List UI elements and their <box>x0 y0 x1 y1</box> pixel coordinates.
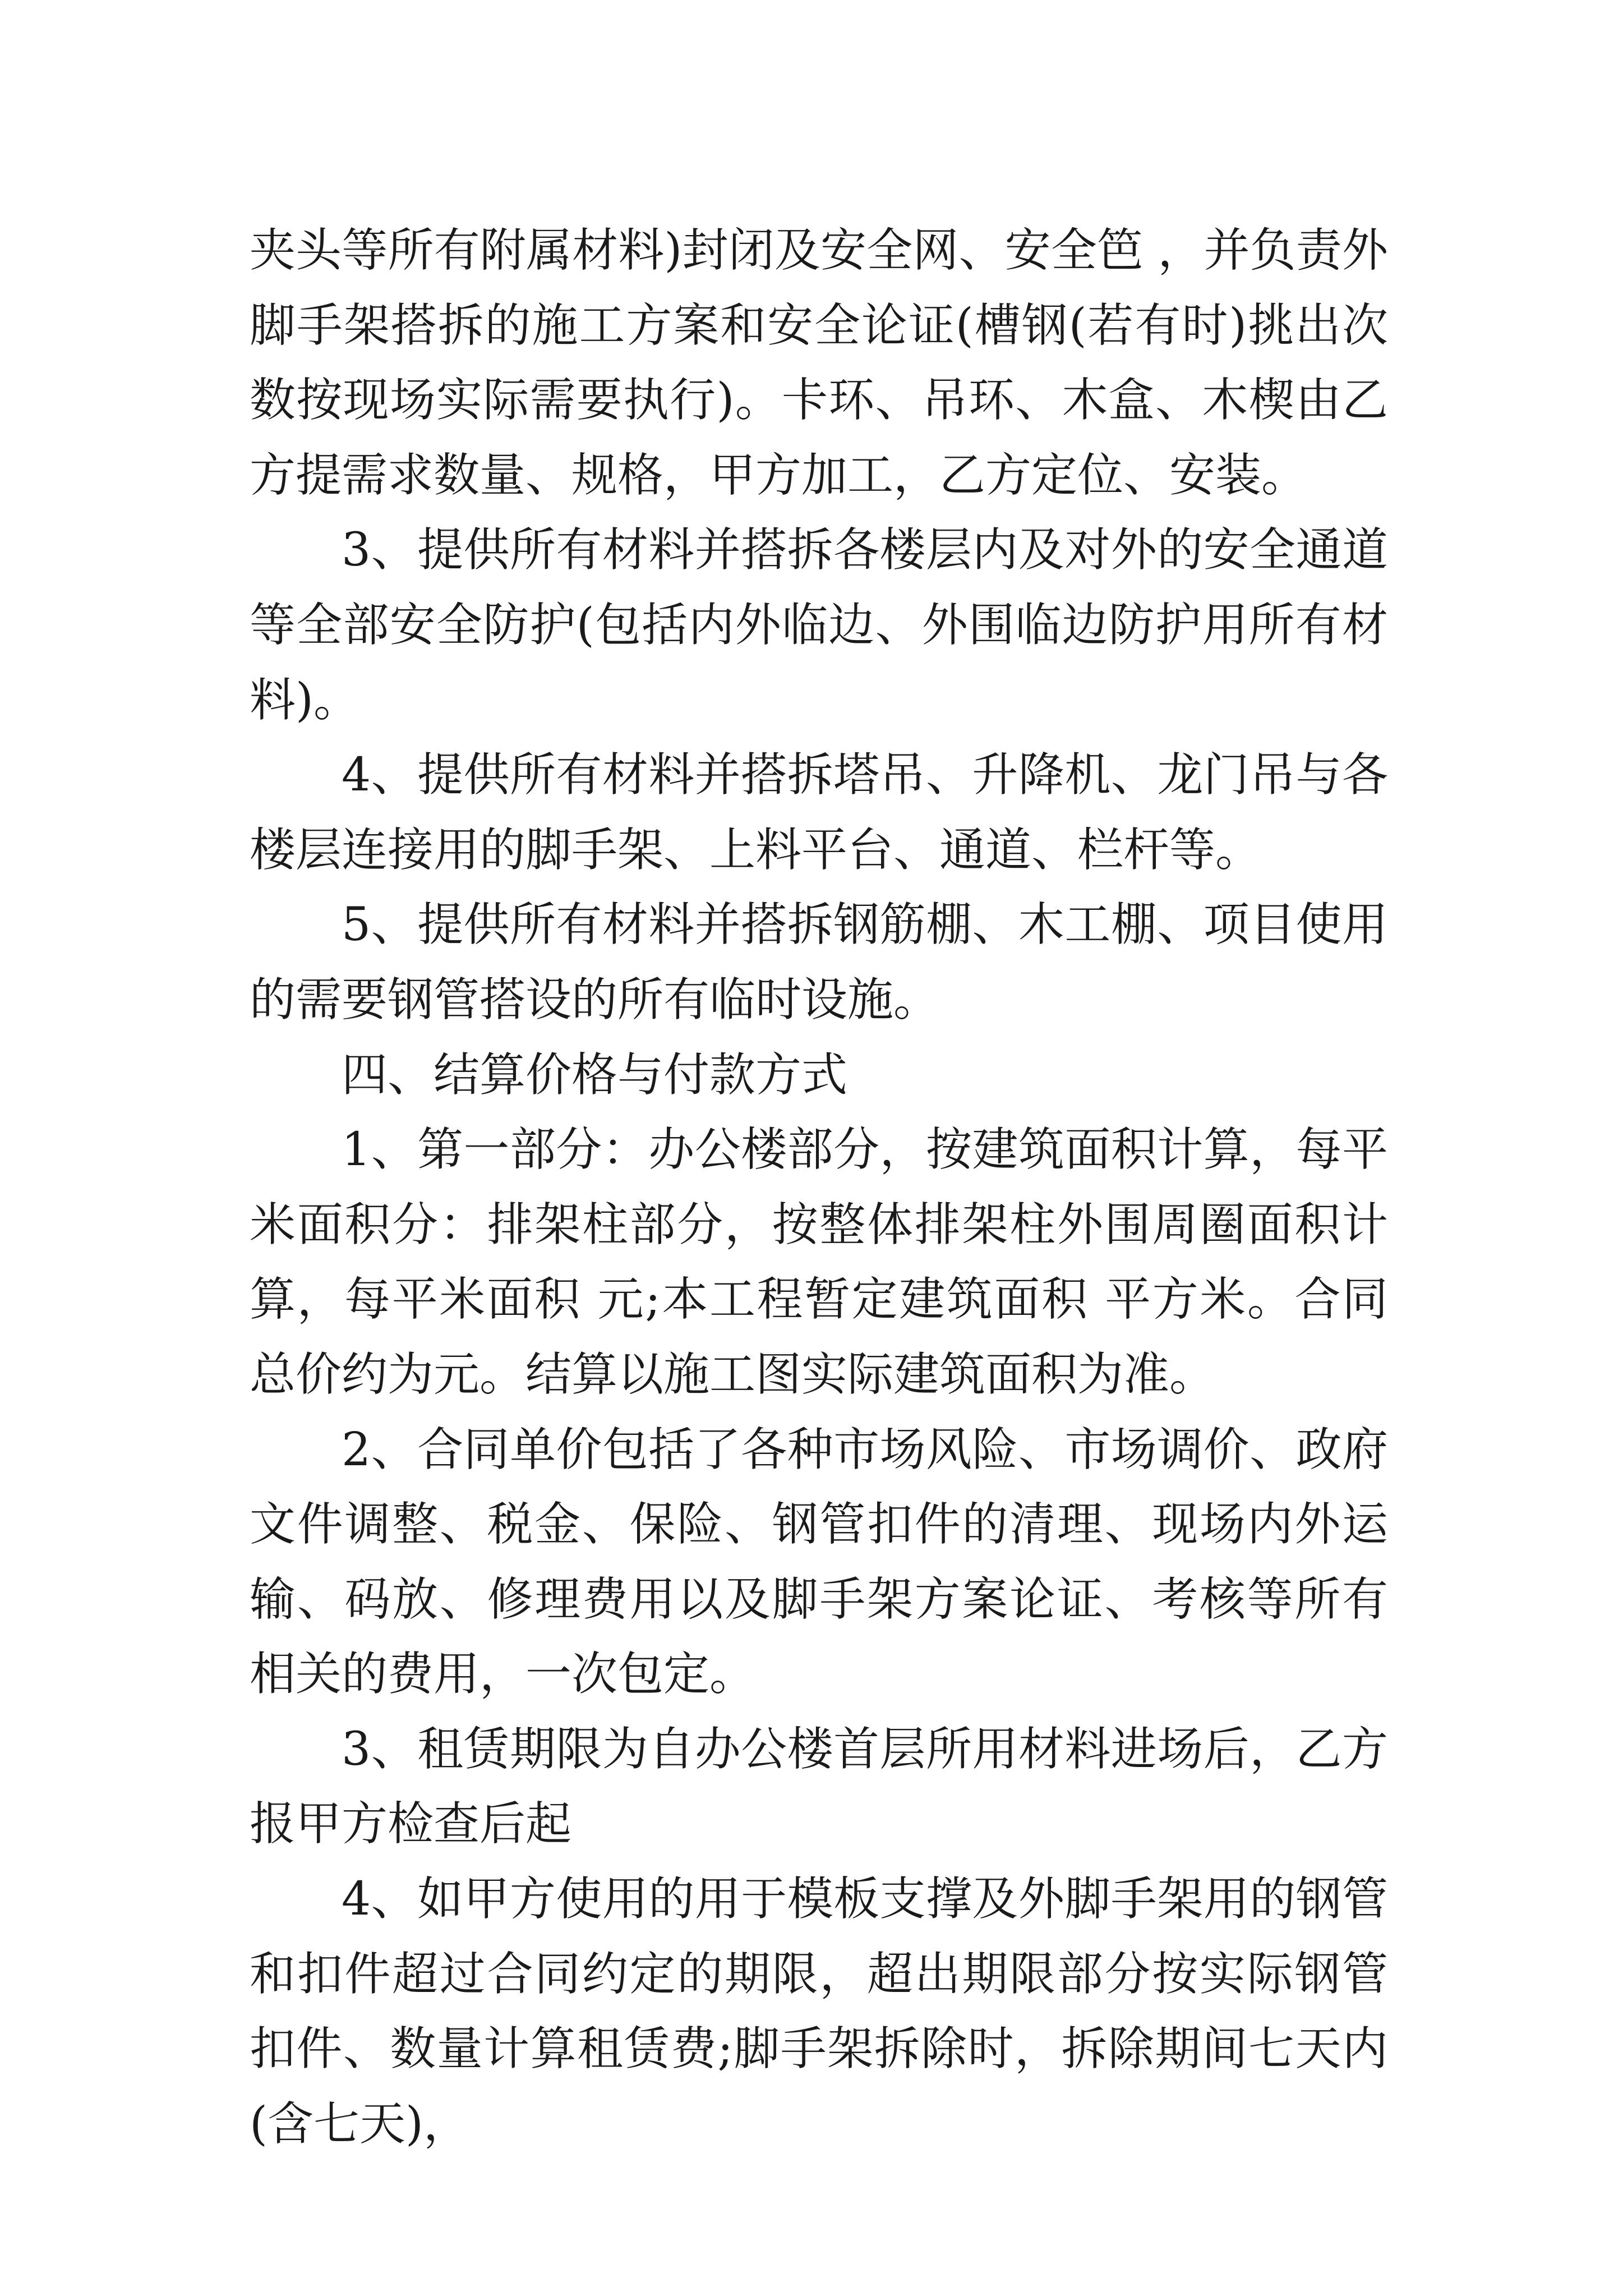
paragraph-clause-3-safety: 3、提供所有材料并搭拆各楼层内及对外的安全通道等全部安全防护(包括内外临边、外围临边防护用所有材料)。 <box>250 523 1388 727</box>
paragraph-continuation: 夹头等所有附属材料)封闭及安全网、安全笆 ，并负责外脚手架搭拆的施工方案和安全论证(槽钢(若有时)挑出次数按现场实际需要执行)。卡环、吊环、木盒、木楔由乙方提需求数量、规格，甲方加工，乙方定位、安装。 <box>250 224 1388 502</box>
paragraph-clause-3-lease-term: 3、租赁期限为自办公楼首层所用材料进场后，乙方报甲方检查后起 <box>250 1722 1388 1851</box>
paragraph-clause-1-pricing: 1、第一部分：办公楼部分，按建筑面积计算，每平米面积分：排架柱部分，按整体排架柱外围周圈面积计算，每平米面积 元;本工程暂定建筑面积 平方米。合同总价约为元。结算以施工图实际建筑面积为准。 <box>250 1123 1388 1401</box>
document-body <box>250 213 1388 2161</box>
paragraph-clause-4-tower-crane: 4、提供所有材料并搭拆塔吊、升降机、龙门吊与各楼层连接用的脚手架、上料平台、通道、栏杆等。 <box>250 748 1388 877</box>
paragraph-clause-4-overdue: 4、如甲方使用的用于模板支撑及外脚手架用的钢管和扣件超过合同约定的期限，超出期限部分按实际钢管扣件、数量计算租赁费;脚手架拆除时，拆除期间七天内(含七天)， <box>250 1872 1388 2151</box>
paragraph-clause-5-sheds: 5、提供所有材料并搭拆钢筋棚、木工棚、项目使用的需要钢管搭设的所有临时设施。 <box>250 898 1388 1027</box>
section-heading-settlement: 四、结算价格与付款方式 <box>342 1048 848 1102</box>
paragraph-clause-2-unit-price: 2、合同单价包括了各种市场风险、市场调价、政府文件调整、税金、保险、钢管扣件的清理、现场内外运输、码放、修理费用以及脚手架方案论证、考核等所有相关的费用，一次包定。 <box>250 1423 1388 1701</box>
